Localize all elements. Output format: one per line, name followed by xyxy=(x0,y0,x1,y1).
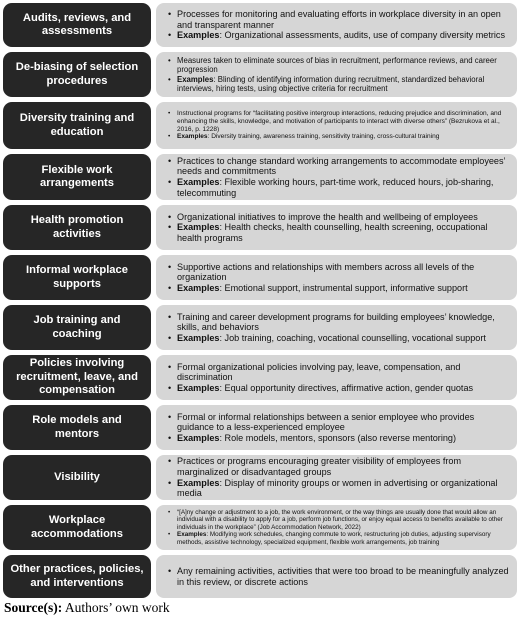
table-row xyxy=(3,154,517,200)
row-label: Diversity training and education xyxy=(3,102,151,149)
examples-label: Examples xyxy=(177,332,220,343)
examples xyxy=(168,383,511,394)
row-label: Role models and mentors xyxy=(3,405,151,450)
row-label: Audits, reviews, and assessments xyxy=(3,3,151,47)
examples xyxy=(168,222,511,243)
table-row xyxy=(3,205,517,250)
description: • Practices to change standard working arrangements to accommodate employees’ needs and commitments xyxy=(168,156,511,177)
examples-text: : Health checks, health counselling, health screening, occupational health programs xyxy=(177,222,488,243)
description: • Practices or programs encouraging greater visibility of employees from marginalized or disadvantaged groups xyxy=(168,456,511,477)
description: • Any remaining activities, activities that were too broad to be meaningfully analyzed in this review, or discrete actions xyxy=(168,566,511,587)
examples-text: : Blinding of identifying information during recruitment, standardized behavioral interviews, hiring tests, using objective criteria for recruitment xyxy=(177,74,485,93)
table-row xyxy=(3,355,517,400)
examples-label: Examples xyxy=(177,432,220,443)
examples-text: : Organizational assessments, audits, use of company diversity metrics xyxy=(219,30,506,41)
row-label: Job training and coaching xyxy=(3,305,151,350)
table-row xyxy=(3,255,517,300)
description: • Organizational initiatives to improve the health and wellbeing of employees xyxy=(168,212,511,223)
examples xyxy=(168,75,511,94)
description: • Formal or informal relationships between a senior employee who provides guidance to a less-experienced employee xyxy=(168,412,511,433)
examples-text: : Modifying work schedules, changing commute to work, restructuring job duties, adjusting supervisory methods, assistive technology, specialized equipment, flexible work arrangements, job training xyxy=(177,531,491,546)
examples-text: : Equal opportunity directives, affirmative action, gender quotas xyxy=(219,382,474,393)
row-label: Other practices, policies, and interventions xyxy=(3,555,151,598)
row-content xyxy=(156,505,517,550)
examples xyxy=(168,531,511,546)
examples-text: : Job training, coaching, vocational counselling, vocational support xyxy=(219,332,486,343)
table-row xyxy=(3,102,517,149)
examples xyxy=(168,433,511,444)
row-content xyxy=(156,305,517,350)
examples-label: Examples xyxy=(177,222,220,233)
examples xyxy=(168,30,511,41)
examples-text: : Emotional support, instrumental support, informative support xyxy=(219,282,468,293)
row-content xyxy=(156,205,517,250)
row-label: Workplace accommodations xyxy=(3,505,151,550)
table-row xyxy=(3,3,517,47)
row-content xyxy=(156,405,517,450)
row-content xyxy=(156,52,517,97)
description: • Measures taken to eliminate sources of bias in recruitment, performance reviews, and career progression xyxy=(168,56,511,75)
examples-label: Examples xyxy=(177,282,220,293)
examples xyxy=(168,177,511,198)
row-content xyxy=(156,102,517,149)
table-row xyxy=(3,555,517,598)
examples-label: Examples xyxy=(177,531,207,539)
row-label: Visibility xyxy=(3,455,151,500)
row-content xyxy=(156,555,517,598)
description: • Processes for monitoring and evaluating efforts in workplace diversity in an open and transparent manner xyxy=(168,9,511,30)
examples-text: : Diversity training, awareness training, sensitivity training, cross-cultural training xyxy=(207,133,440,141)
examples-label: Examples xyxy=(177,477,220,488)
description: • “[A]ny change or adjustment to a job, the work environment, or the way things are usually done that would allow an individual with a disability to apply for a job, perform job functions, or enjoy equal access to benefits available to other individuals in the workplace” (Job Accommodation Network, 2022) xyxy=(168,509,511,532)
table-row xyxy=(3,505,517,550)
row-label: Health promotion activities xyxy=(3,205,151,250)
source-text: Authors’ own work xyxy=(62,600,170,615)
table-row xyxy=(3,455,517,500)
row-content xyxy=(156,255,517,300)
row-content xyxy=(156,154,517,200)
examples-text: : Display of minority groups or women in advertising or organizational media xyxy=(177,477,498,499)
description: • Formal organizational policies involving pay, leave, compensation, and discrimination xyxy=(168,362,511,383)
examples-label: Examples xyxy=(177,177,220,187)
description: • Instructional programs for “facilitating positive intergroup interactions, reducing prejudice and discrimination, and enhancing the skills, knowledge, and motivation of participants to interact with diverse others” (Bezrukova et al., 2016, p. 1228) xyxy=(168,110,511,134)
table-row xyxy=(3,305,517,350)
examples-label: Examples xyxy=(177,74,214,84)
description: • Supportive actions and relationships with members across all levels of the organization xyxy=(168,262,511,283)
examples-label: Examples xyxy=(177,382,220,393)
row-label: De-biasing of selection procedures xyxy=(3,52,151,97)
description: • Training and career development programs for building employees’ knowledge, skills, and behaviors xyxy=(168,312,511,333)
row-content xyxy=(156,355,517,400)
examples-label: Examples xyxy=(177,30,220,41)
examples xyxy=(168,283,511,294)
table-row xyxy=(3,52,517,97)
examples-text: : Flexible working hours, part-time work, reduced hours, job-sharing, telecommuting xyxy=(177,177,494,198)
row-label: Flexible work arrangements xyxy=(3,154,151,200)
examples-label: Examples xyxy=(177,133,208,141)
row-content xyxy=(156,455,517,500)
row-content xyxy=(156,3,517,47)
source-label: Source(s): xyxy=(4,600,63,615)
examples xyxy=(168,133,511,141)
row-label: Policies involving recruitment, leave, and compensation xyxy=(3,355,151,400)
examples xyxy=(168,333,511,344)
examples xyxy=(168,478,511,499)
table-row xyxy=(3,405,517,450)
source-note xyxy=(4,600,170,616)
row-label: Informal workplace supports xyxy=(3,255,151,300)
examples-text: : Role models, mentors, sponsors (also reverse mentoring) xyxy=(219,432,456,443)
